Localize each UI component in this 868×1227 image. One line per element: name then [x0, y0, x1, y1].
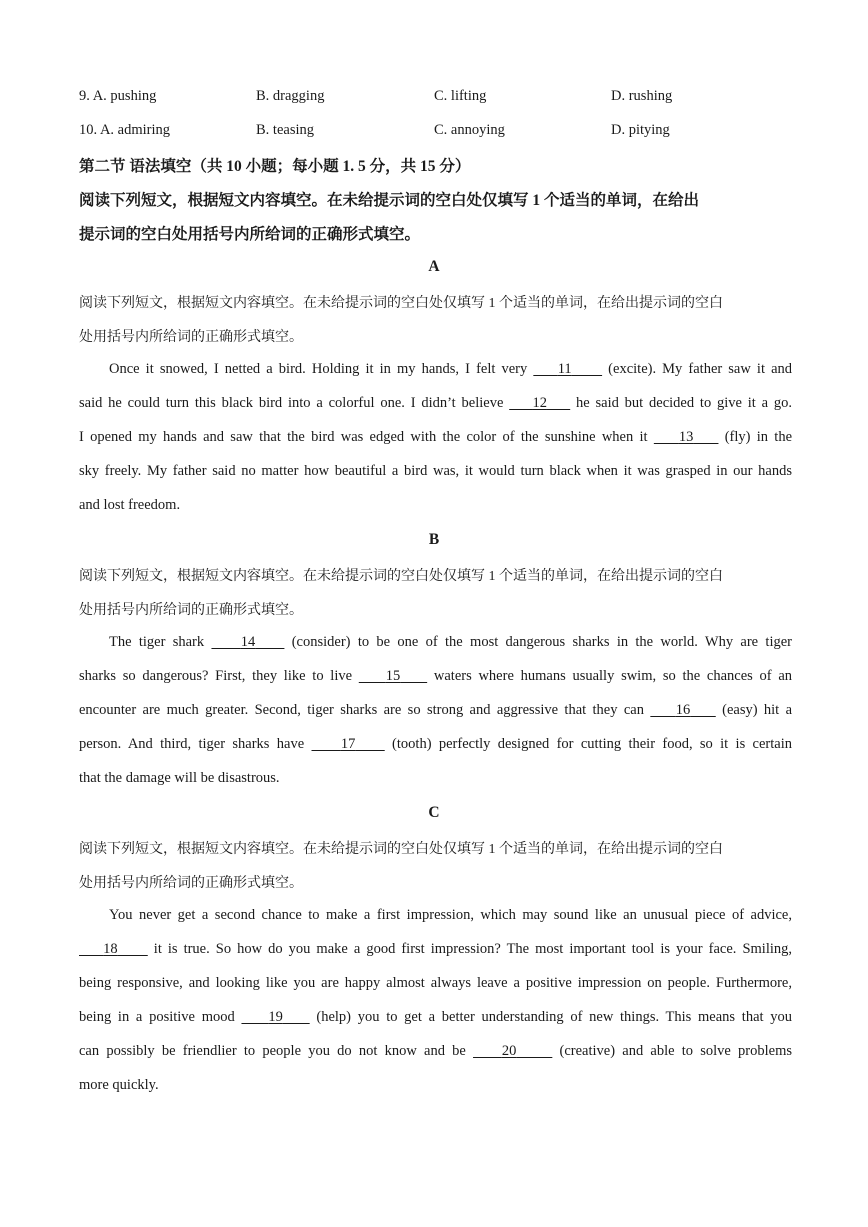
blank-12[interactable]: 12: [532, 395, 547, 411]
blank-20[interactable]: 20: [501, 1043, 517, 1059]
passage-a-letter: A: [428, 258, 440, 275]
passage-c-letter: C: [428, 804, 440, 821]
passage-a-line-5: and lost freedom.: [79, 497, 181, 513]
passage-a-line-4: sky freely. My father said no matter how beautiful a bird was, it would turn black when it was grasped in our hands: [79, 463, 792, 479]
passage-c-instruction-2: 处用括号内所给词的正确形式填空。: [79, 876, 303, 891]
passage-b-line-1: The tiger shark 14 (consider) to be one of the most dangerous sharks in the world. Why are tiger: [109, 634, 792, 650]
blank-19[interactable]: 19: [268, 1009, 283, 1025]
passage-a-instruction-1: 阅读下列短文，根据短文内容填空。在未给提示词的空白处仅填写 1 个适当的单词，在给出提示词的空白: [79, 296, 723, 311]
passage-b-line-5: that the damage will be disastrous.: [79, 770, 280, 786]
option-9-b: B. dragging: [256, 88, 325, 104]
option-9-d: D. rushing: [611, 88, 673, 104]
blank-16[interactable]: 16: [675, 702, 691, 718]
option-10-c: C. annoying: [434, 122, 505, 138]
passage-a-line-2: said he could turn this black bird into a colorful one. I didn’t believe 12 he said but decided to give it a go.: [79, 395, 793, 411]
question-9-options: [79, 88, 799, 108]
question-10-options: [79, 122, 799, 142]
passage-b-line-4: person. And third, tiger sharks have 17 (tooth) perfectly designed for cutting their food, so it is certain: [79, 736, 792, 752]
passage-a-line-1: Once it snowed, I netted a bird. Holding it in my hands, I felt very 11 (excite). My father saw it and: [109, 361, 793, 377]
option-10-d: D. pitying: [611, 122, 670, 138]
passage-c-line-6: more quickly.: [79, 1077, 159, 1093]
passage-b-line-3: encounter are much greater. Second, tiger sharks are so strong and aggressive that they can 16 (easy) hit a: [79, 702, 793, 718]
option-10-a: 10. A. admiring: [79, 122, 171, 138]
passage-c-line-5: can possibly be friendlier to people you do not know and be 20 (creative) and able to solve problems: [79, 1043, 792, 1059]
blank-17[interactable]: 17: [340, 736, 356, 752]
section-title: 第二节 语法填空（共 10 小题；每小题 1. 5 分，共 15 分）: [79, 158, 471, 175]
passage-c-line-3: being responsive, and looking like you are happy almost always leave a positive impression on people. Furthermore,: [79, 975, 792, 991]
passage-c-instruction-1: 阅读下列短文，根据短文内容填空。在未给提示词的空白处仅填写 1 个适当的单词，在给出提示词的空白: [79, 842, 723, 857]
section-instruction-line-2: 提示词的空白处用括号内所给词的正确形式填空。: [79, 226, 421, 243]
blank-18[interactable]: 18: [103, 941, 118, 957]
passage-c-line-4: being in a positive mood 19 (help) you to get a better understanding of new things. This means that you: [79, 1009, 792, 1025]
passage-b-letter: B: [428, 531, 440, 548]
passage-b-line-2: sharks so dangerous? First, they like to live 15 waters where humans usually swim, so the chances of an: [79, 668, 793, 684]
section-instruction-line-1: 阅读下列短文，根据短文内容填空。在未给提示词的空白处仅填写 1 个适当的单词，在给出: [79, 192, 700, 209]
blank-15[interactable]: 15: [385, 668, 401, 684]
option-9-c: C. lifting: [434, 88, 487, 104]
passage-a-line-3: I opened my hands and saw that the bird was edged with the color of the sunshine when it 13 (fly) in the: [79, 429, 793, 445]
option-10-b: B. teasing: [256, 122, 314, 138]
passage-c-line-2: 18 it is true. So how do you make a good first impression? The most important tool is your face. Smiling,: [79, 941, 792, 958]
blank-13[interactable]: 13: [678, 429, 694, 445]
option-9-a: 9. A. pushing: [79, 88, 157, 104]
passage-a-instruction-2: 处用括号内所给词的正确形式填空。: [79, 330, 303, 345]
passage-c-line-1: You never get a second chance to make a first impression, which may sound like an unusual piece of advice,: [109, 907, 792, 923]
blank-11[interactable]: 11: [557, 361, 572, 377]
passage-b-instruction-2: 处用括号内所给词的正确形式填空。: [79, 603, 303, 618]
passage-b-instruction-1: 阅读下列短文，根据短文内容填空。在未给提示词的空白处仅填写 1 个适当的单词，在给出提示词的空白: [79, 569, 723, 584]
blank-14[interactable]: 14: [240, 634, 256, 650]
